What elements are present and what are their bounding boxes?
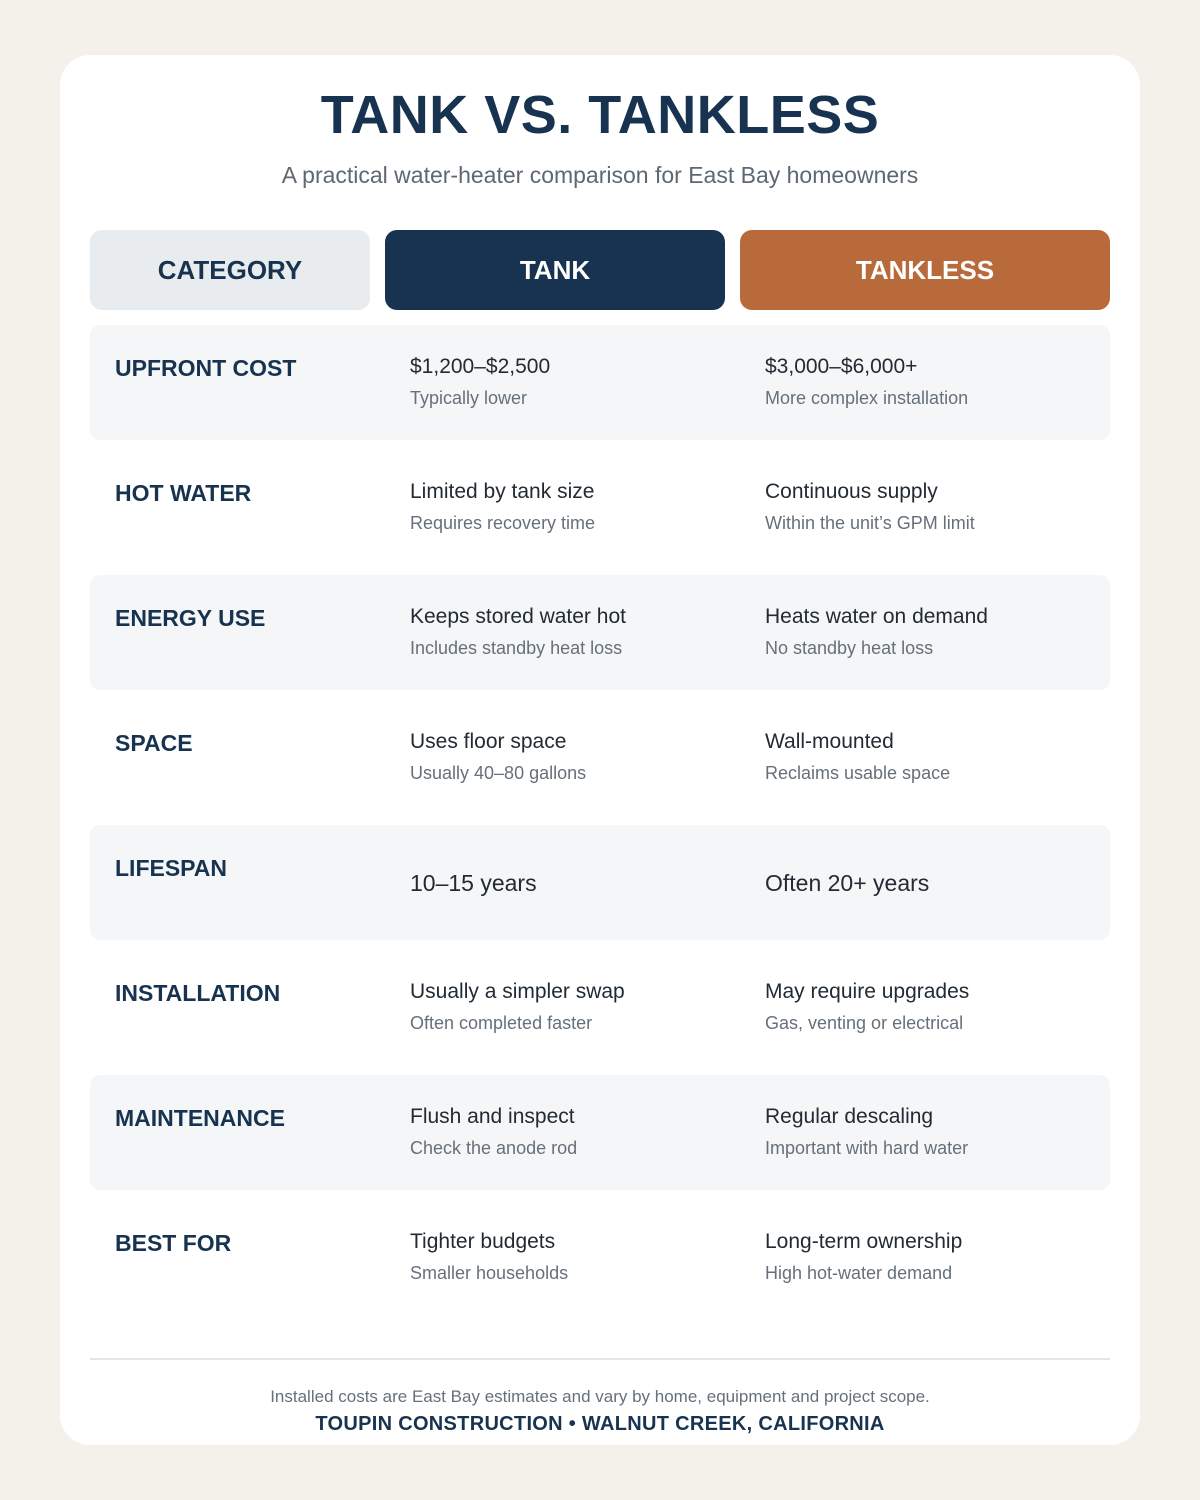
footer-divider <box>90 1358 1110 1360</box>
tankless-cell <box>765 480 975 534</box>
tank-cell <box>410 355 550 409</box>
tankless-cell <box>765 871 929 895</box>
tankless-value: Heats water on demand <box>765 605 988 628</box>
tankless-value: May require upgrades <box>765 980 970 1003</box>
tankless-value: Continuous supply <box>765 480 938 503</box>
row-category-label: LIFESPAN <box>115 855 228 881</box>
row-lifespan <box>90 825 1110 940</box>
row-category-label: ENERGY USE <box>115 605 266 631</box>
tankless-value: Regular descaling <box>765 1105 934 1128</box>
tank-value: Flush and inspect <box>410 1105 575 1128</box>
tank-note: Includes standby heat loss <box>410 638 623 658</box>
tank-note: Check the anode rod <box>410 1138 578 1158</box>
tankless-cell <box>765 980 969 1034</box>
tank-value: Usually a simpler swap <box>410 980 625 1003</box>
row-category-label: UPFRONT COST <box>115 355 297 381</box>
header-tankless: TANKLESS <box>740 230 1110 310</box>
tank-value: Limited by tank size <box>410 480 595 503</box>
tankless-value: Long-term ownership <box>765 1230 963 1253</box>
row-installation <box>90 950 1110 1065</box>
row-space <box>90 700 1110 815</box>
row-energy-use <box>90 575 1110 690</box>
tank-cell <box>410 980 625 1034</box>
row-category-label: SPACE <box>115 730 193 756</box>
page-subtitle: A practical water-heater comparison for East Bay homeowners <box>281 162 919 188</box>
tank-value: 10–15 years <box>410 870 537 896</box>
tank-cell <box>410 871 537 895</box>
company-footer: TOUPIN CONSTRUCTION • WALNUT CREEK, CALIFORNIA <box>315 1413 885 1435</box>
cost-footnote: Installed costs are East Bay estimates and vary by home, equipment and project scope. <box>270 1387 930 1406</box>
tank-note: Usually 40–80 gallons <box>410 763 587 783</box>
tank-cell <box>410 1105 577 1159</box>
tankless-cell <box>765 355 968 409</box>
tank-cell <box>410 605 626 659</box>
header-category: CATEGORY <box>90 230 370 310</box>
tank-value: Tighter budgets <box>410 1230 556 1253</box>
tank-note: Typically lower <box>410 388 528 408</box>
tankless-note: High hot-water demand <box>765 1263 953 1283</box>
row-category-label: HOT WATER <box>115 480 252 506</box>
tank-value: Keeps stored water hot <box>410 605 626 628</box>
tank-note: Smaller households <box>410 1263 569 1283</box>
tankless-value: $3,000–$6,000+ <box>765 355 918 378</box>
page-title: TANK VS. TANKLESS <box>320 85 880 145</box>
tankless-note: Within the unit’s GPM limit <box>765 513 975 533</box>
tank-value: Uses floor space <box>410 730 567 753</box>
tankless-note: Reclaims usable space <box>765 763 951 783</box>
tankless-cell <box>765 1230 962 1284</box>
tankless-note: Gas, venting or electrical <box>765 1013 964 1033</box>
row-best-for <box>90 1200 1110 1315</box>
row-category-label: MAINTENANCE <box>115 1105 285 1131</box>
tank-note: Often completed faster <box>410 1013 593 1033</box>
tankless-note: Important with hard water <box>765 1138 969 1158</box>
header-tank: TANK <box>385 230 725 310</box>
tankless-value: Often 20+ years <box>765 870 930 896</box>
tank-cell <box>410 1230 568 1284</box>
row-category-label: BEST FOR <box>115 1230 232 1256</box>
tankless-note: No standby heat loss <box>765 638 934 658</box>
row-hot-water <box>90 450 1110 565</box>
tankless-cell <box>765 730 950 784</box>
tank-note: Requires recovery time <box>410 513 596 533</box>
tank-value: $1,200–$2,500 <box>410 355 551 378</box>
tankless-value: Wall-mounted <box>765 730 894 753</box>
tankless-cell <box>765 605 988 659</box>
tankless-cell <box>765 1105 968 1159</box>
row-maintenance <box>90 1075 1110 1190</box>
tank-cell <box>410 730 586 784</box>
row-upfront-cost <box>90 325 1110 440</box>
row-category-label: INSTALLATION <box>115 980 281 1006</box>
tank-cell <box>410 480 595 534</box>
tankless-note: More complex installation <box>765 388 969 408</box>
